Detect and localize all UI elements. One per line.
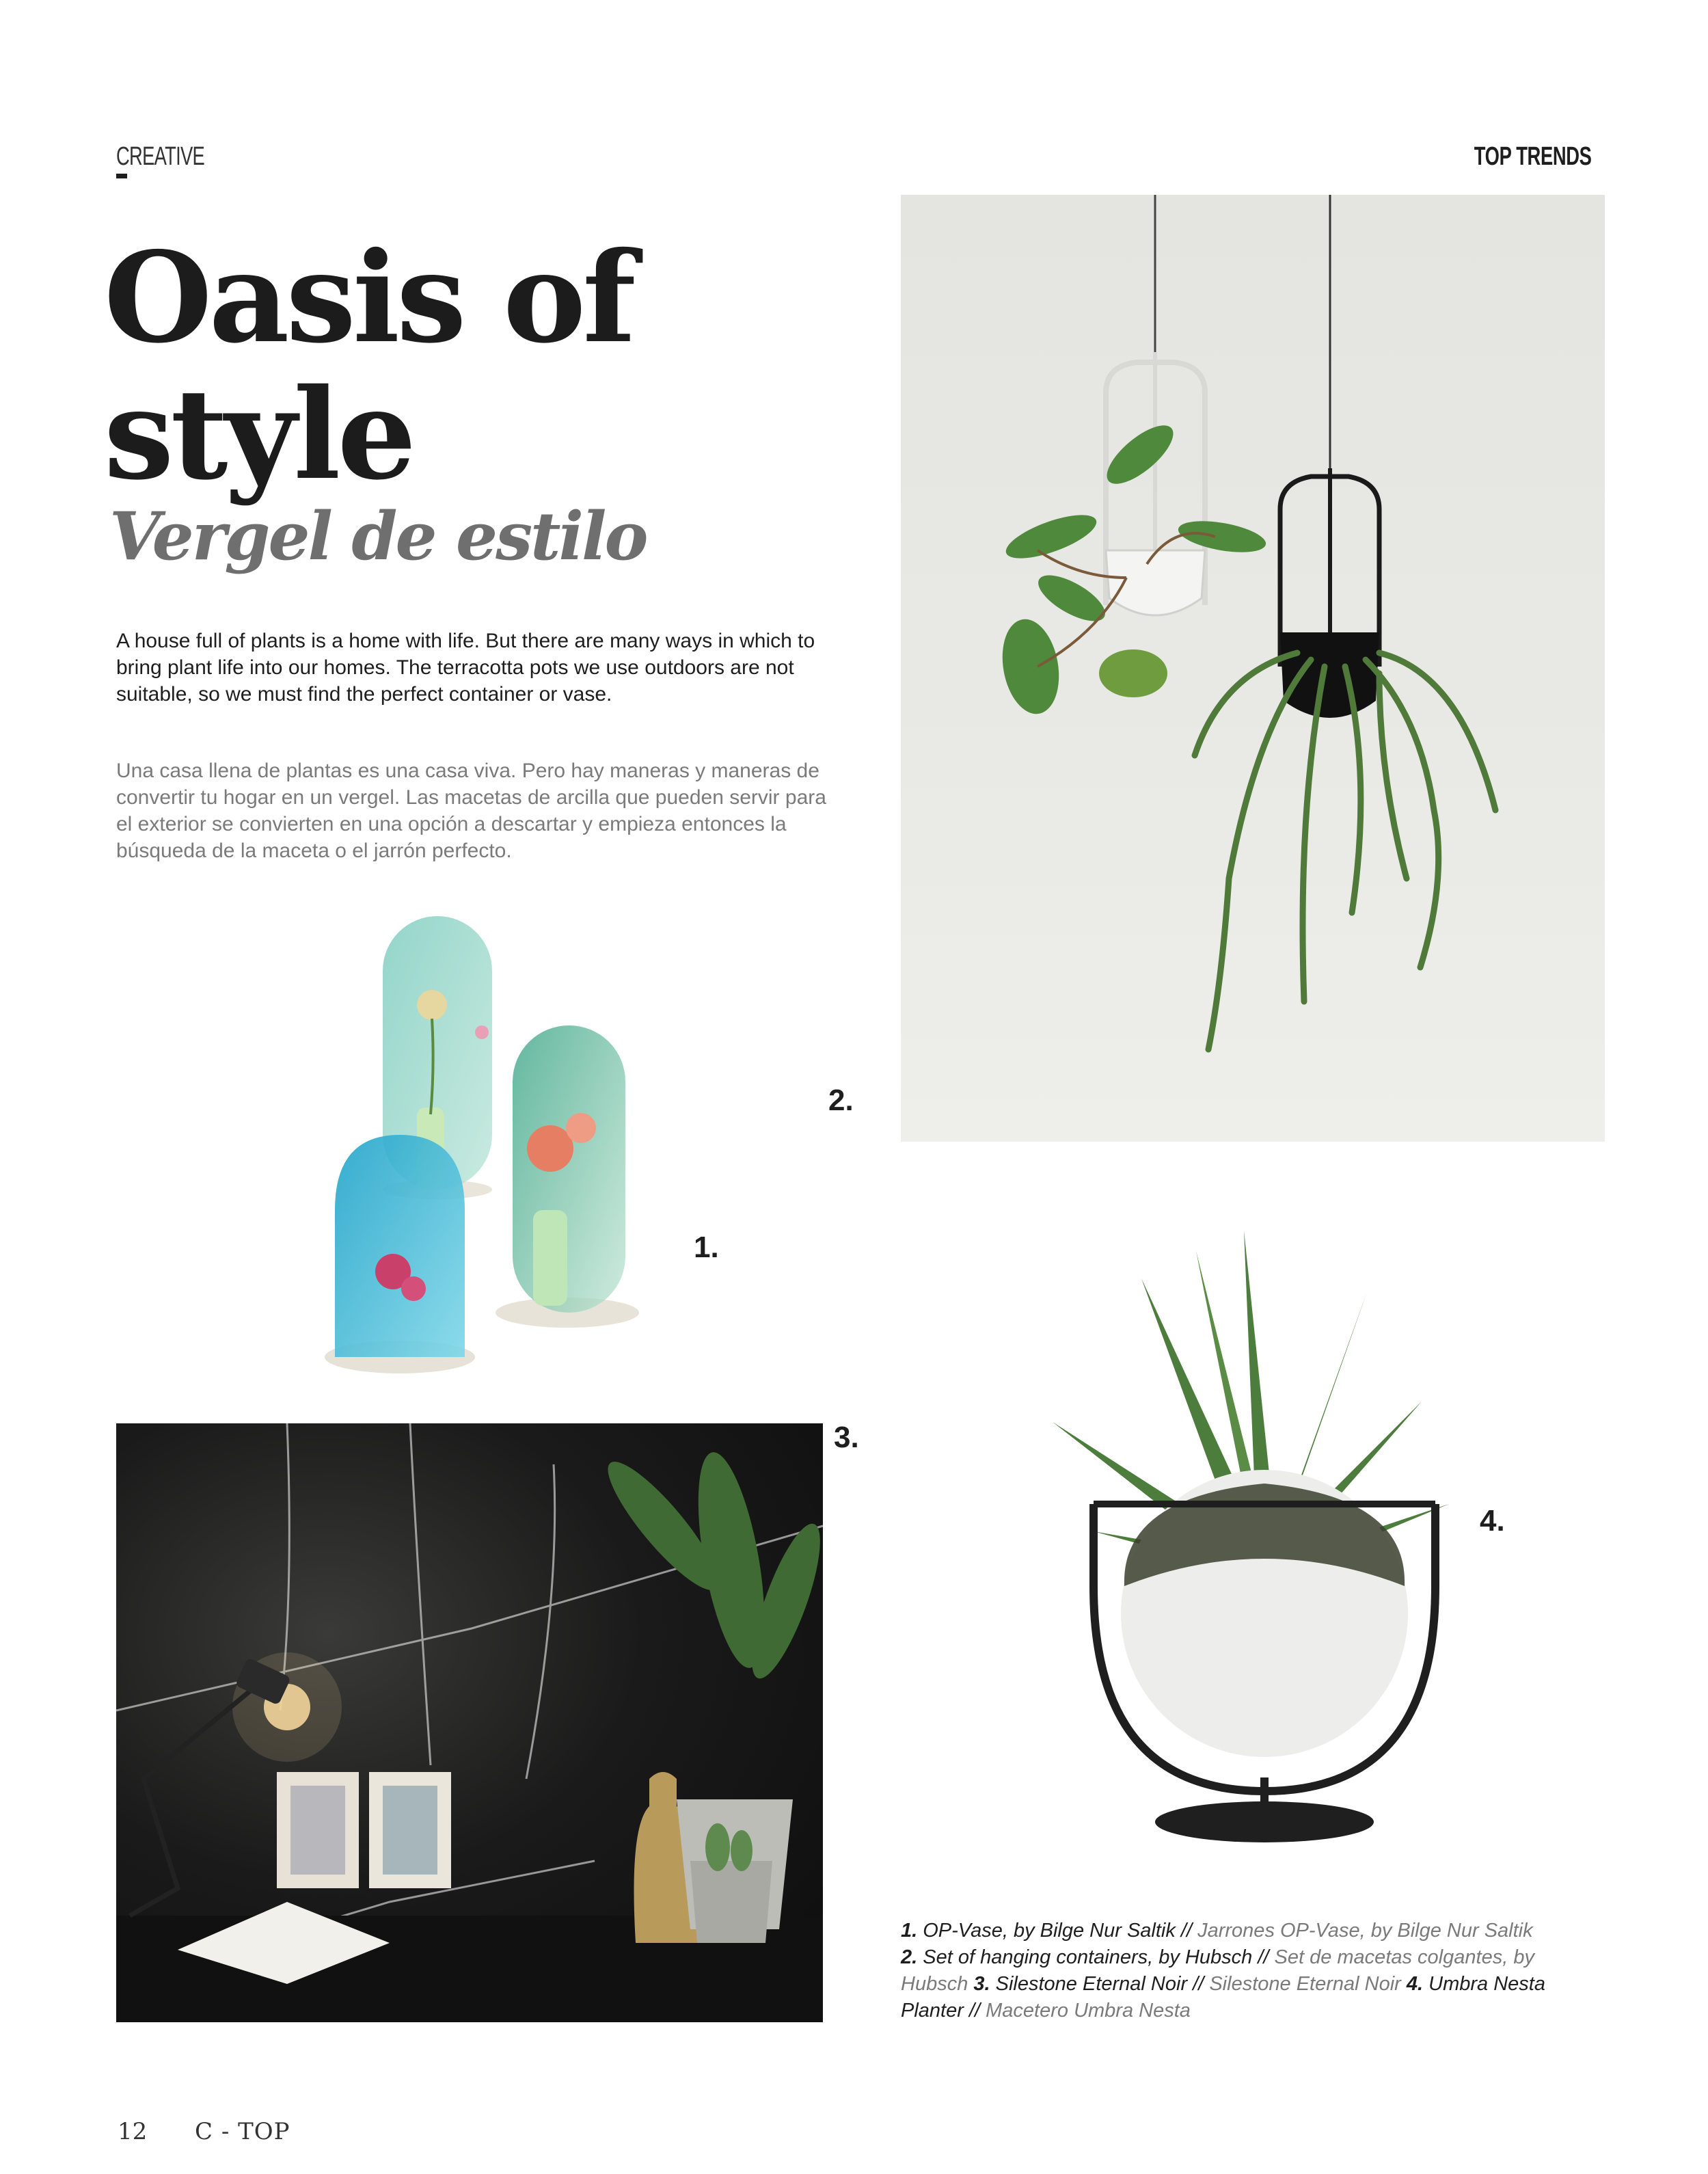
article-subtitle: Vergel de estilo — [109, 498, 647, 575]
caption-es-1: Jarrones OP-Vase, by Bilge Nur Saltik — [1197, 1920, 1533, 1942]
caption-es-2: Set de macetas colgantes, by Hubsch — [901, 1946, 1534, 1995]
photo-number-1: 1. — [694, 1231, 719, 1264]
caption-en-3: Silestone Eternal Noir // — [990, 1973, 1210, 1995]
photo-number-2: 2. — [828, 1084, 854, 1117]
intro-english: A house full of plants is a home with life. But there are many ways in which to bring plant life into our homes. The terracotta pots we use outdoors are not suitable, so we must find the perfect container or vase. — [116, 630, 815, 706]
caption-es-3: Silestone Eternal Noir — [1209, 1973, 1407, 1995]
caption-en-2: Set of hanging containers, by Hubsch // — [917, 1946, 1275, 1968]
page-number: 12 — [118, 2118, 148, 2145]
hanging-planters-image — [901, 195, 1605, 1142]
caption-en-1: OP-Vase, by Bilge Nur Saltik // — [917, 1920, 1198, 1942]
intro-spanish: Una casa llena de plantas es una casa viva. Pero hay maneras y maneras de convertir tu hogar en un vergel. Las macetas de arcilla que pueden servir para el exterior se convierten en una opción a descartar y empieza entonces la búsqueda de la maceta o el jarrón perfecto. — [116, 760, 826, 862]
caption-num-3: 3. — [973, 1973, 990, 1995]
title-line-2: style — [104, 361, 414, 507]
photo-number-3: 3. — [834, 1421, 859, 1454]
glass-vases-image — [273, 889, 697, 1381]
sphere-planter-image — [1039, 1176, 1476, 1853]
photo-caption — [901, 1918, 1605, 2024]
caption-num-1: 1. — [901, 1920, 918, 1942]
magazine-name: C - TOP — [195, 2118, 290, 2145]
article-title — [104, 224, 719, 507]
category-label: TOP TRENDS — [1474, 142, 1592, 171]
caption-num-2: 2. — [901, 1946, 918, 1968]
section-underline — [116, 174, 127, 178]
photo-number-4: 4. — [1480, 1504, 1505, 1538]
dark-marble-scene-image — [116, 1423, 823, 2022]
caption-num-4: 4. — [1406, 1973, 1424, 1995]
caption-es-4: Macetero Umbra Nesta — [986, 2000, 1191, 2022]
title-line-1: Oasis of — [104, 224, 633, 371]
section-label: CREATIVE — [116, 142, 205, 171]
caption-en-4: Umbra Nesta Planter // — [901, 1973, 1545, 2022]
